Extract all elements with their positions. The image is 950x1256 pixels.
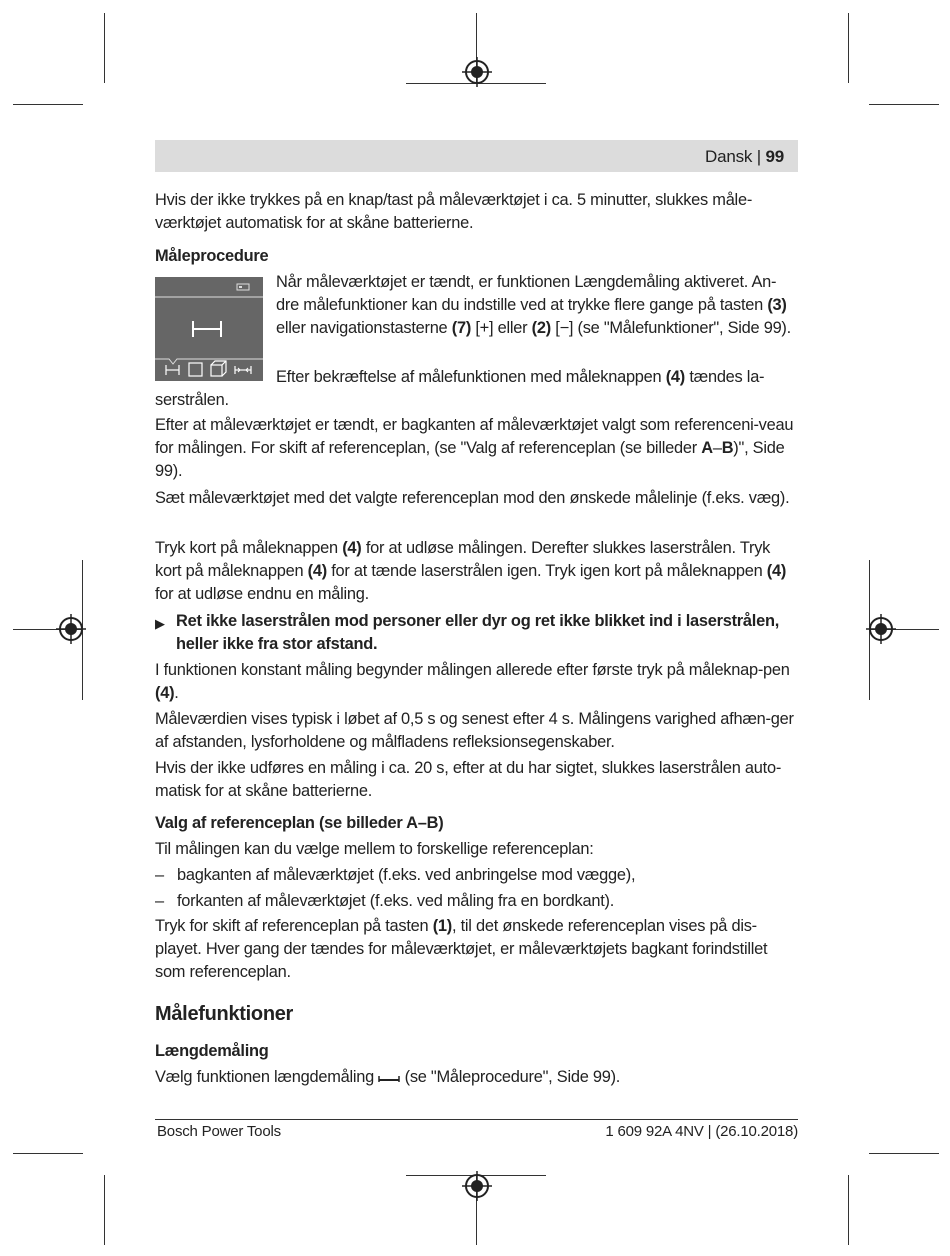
text: Efter bekræftelse af målefunktionen med måleknappen	[276, 368, 662, 386]
procedure-paragraph-8	[155, 757, 798, 803]
registration-mark-icon	[866, 614, 896, 644]
text: (se "Måleprocedure", Side 99).	[404, 1068, 621, 1086]
header-separator: |	[756, 147, 761, 166]
minus-key-label: [−]	[555, 319, 574, 337]
crop-mark	[848, 1175, 849, 1245]
page-number: 99	[765, 147, 784, 166]
text: for at tænde laserstrålen igen. Tryk igen kort på måleknappen	[331, 562, 763, 580]
reference-intro	[155, 838, 798, 861]
crop-mark	[869, 104, 939, 105]
ref-key-4: (4)	[155, 684, 175, 702]
triangle-bullet-icon: ▶	[155, 616, 165, 631]
text: Sæt måleværktøjet med det valgte referenceplan mod den ønskede målelinje (f.eks. væg).	[155, 489, 790, 507]
text: –	[712, 439, 722, 457]
list-item-text: bagkanten af måleværktøjet (f.eks. ved anbringelse mod vægge),	[177, 866, 636, 884]
text: Tryk kort på måleknappen	[155, 539, 338, 557]
ref-key-7: (7)	[451, 319, 472, 337]
text: for at udløse målingen. Derefter slukkes laserstrålen. Tryk kort på måleknappen	[155, 539, 771, 580]
text: .	[174, 684, 179, 702]
text: tændes la-serstrålen.	[155, 368, 765, 409]
ref-key-1: (1)	[432, 917, 452, 935]
text: eller navigationstasterne	[276, 319, 448, 337]
registration-mark-icon	[56, 614, 86, 644]
procedure-paragraph-5	[155, 537, 798, 606]
reference-paragraph	[155, 915, 798, 984]
figure-ref-b: B	[721, 439, 734, 457]
text: (se "Målefunktioner", Side 99).	[577, 319, 791, 337]
crop-mark	[848, 13, 849, 83]
page-header	[155, 140, 798, 172]
list-item	[155, 864, 798, 887]
text: for at udløse endnu en måling.	[155, 585, 369, 603]
text: Når måleværktøjet er tændt, er funktionen Længdemåling aktiveret. An-dre målefunktioner kan du indstille ved at trykke flere gange på tasten	[276, 273, 777, 314]
text: eller	[497, 319, 528, 337]
section-heading: Måleprocedure	[155, 247, 269, 265]
text: Måleværdien vises typisk i løbet af 0,5 s og senest efter 4 s. Målingens varighed afhæn-ger af afstanden, lysforholdene og målfladens refleksionsegenskaber.	[155, 710, 794, 751]
procedure-paragraph-2	[155, 366, 798, 412]
header-language: Dansk	[705, 147, 753, 166]
crop-mark	[13, 104, 83, 105]
footer-brand: Bosch Power Tools	[157, 1123, 281, 1140]
dash-bullet: –	[155, 892, 164, 910]
ref-key-3: (3)	[767, 296, 787, 314]
footer-doc-id: 1 609 92A 4NV | (26.10.2018)	[605, 1123, 798, 1140]
warning-text: Ret ikke laserstrålen mod personer eller dyr og ret ikke blikket ind i laserstrålen, heller ikke fra stor afstand.	[176, 612, 780, 653]
registration-mark-icon	[462, 57, 492, 87]
intro-text: Hvis der ikke trykkes på en knap/tast på måleværktøjet i ca. 5 minutter, slukkes måle-værktøjet automatisk for at skåne batterierne.	[155, 191, 753, 232]
crop-mark	[104, 1175, 105, 1245]
text: Efter at måleværktøjet er tændt, er bagkanten af måleværktøjet valgt som referenceni-veau for målingen. For skift af referenceplan, (se "Valg af referenceplan (se billeder	[155, 416, 794, 457]
crop-mark	[104, 13, 105, 83]
plus-key-label: [+]	[475, 319, 494, 337]
ref-key-2: (2)	[531, 319, 551, 337]
crop-mark	[869, 1153, 939, 1154]
procedure-paragraph-3	[155, 414, 798, 483]
text: I funktionen konstant måling begynder målingen allerede efter første tryk på måleknap-pen	[155, 661, 790, 679]
ref-key-4: (4)	[342, 539, 362, 557]
footer-divider	[155, 1119, 798, 1120]
procedure-paragraph-1	[276, 271, 798, 340]
list-item-text: forkanten af måleværktøjet (f.eks. ved måling fra en bordkant).	[177, 892, 615, 910]
dash-bullet: –	[155, 866, 164, 884]
ref-key-4: (4)	[766, 562, 787, 580]
header-text	[705, 147, 784, 167]
text: Tryk for skift af referenceplan på tasten	[155, 917, 429, 935]
list-item	[155, 890, 798, 913]
procedure-paragraph-6	[155, 659, 798, 705]
procedure-paragraph-7	[155, 708, 798, 754]
functions-paragraph	[155, 1066, 798, 1089]
section-title: Målefunktioner	[155, 1003, 294, 1025]
ref-key-4: (4)	[665, 368, 686, 386]
sub-heading: Længdemåling	[155, 1042, 269, 1060]
figure-ref-a: A	[701, 439, 713, 457]
text: Hvis der ikke udføres en måling i ca. 20 s, efter at du har sigtet, slukkes laserstrålen auto-matisk for at skåne batterierne.	[155, 759, 782, 800]
registration-mark-icon	[462, 1171, 492, 1201]
text: )", Side 99).	[155, 439, 785, 480]
text: Vælg funktionen længdemåling	[155, 1068, 374, 1086]
procedure-paragraph-4	[155, 487, 798, 510]
intro-paragraph	[155, 189, 798, 235]
section-heading: Valg af referenceplan (se billeder A–B)	[155, 814, 444, 832]
length-measure-icon	[378, 1073, 400, 1083]
text: Til målingen kan du vælge mellem to forskellige referenceplan:	[155, 840, 594, 858]
text: , til det ønskede referenceplan vises på dis-playet. Hver gang der tændes for måleværktøjet, er måleværktøjets bagkant forindstillet som referenceplan.	[155, 917, 768, 981]
crop-mark	[13, 1153, 83, 1154]
ref-key-4: (4)	[307, 562, 327, 580]
safety-warning	[155, 610, 798, 656]
